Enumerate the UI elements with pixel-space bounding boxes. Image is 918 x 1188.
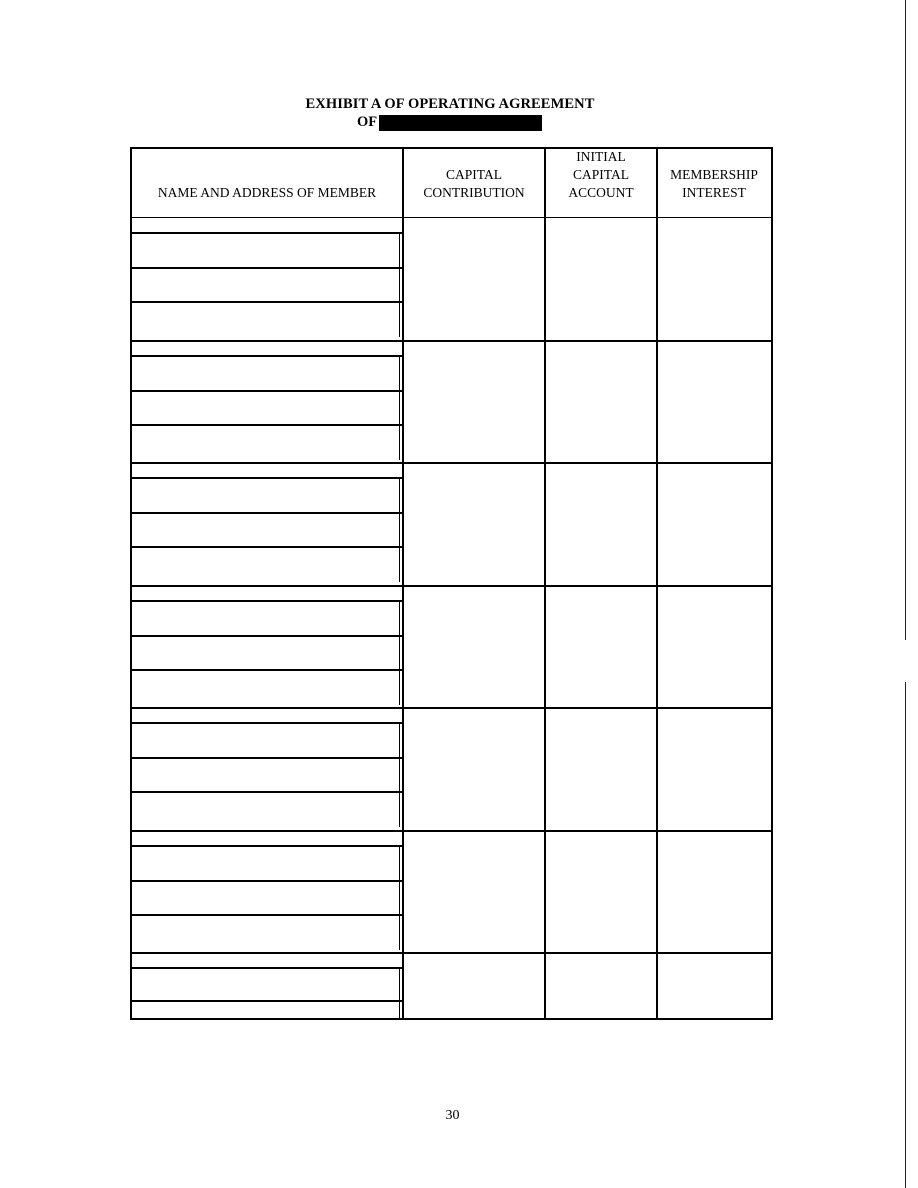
table-rule <box>130 232 404 234</box>
table-rule <box>130 952 772 954</box>
table-rule <box>130 722 404 724</box>
table-rule <box>130 147 772 149</box>
table-rule <box>130 967 404 969</box>
table-rule <box>399 722 400 827</box>
table-rule <box>130 340 772 342</box>
table-rule <box>544 147 546 1020</box>
header-membership-interest: MEMBERSHIP INTEREST <box>670 167 758 200</box>
table-rule <box>130 757 404 759</box>
table-rule <box>130 914 404 916</box>
table-rule <box>130 390 404 392</box>
table-rule <box>130 355 404 357</box>
header-name: NAME AND ADDRESS OF MEMBER <box>157 185 377 200</box>
subtitle-prefix: OF <box>357 114 378 130</box>
table-rule <box>402 147 404 1020</box>
table-rule <box>130 301 404 303</box>
table-rule <box>130 845 404 847</box>
table-rule <box>130 1000 404 1002</box>
table-rule <box>130 1018 772 1020</box>
table-rule <box>130 477 404 479</box>
table-rule <box>130 424 404 426</box>
table-rule <box>130 600 404 602</box>
table-rule <box>130 635 404 637</box>
table-rule <box>399 600 400 705</box>
table-rule <box>130 585 772 587</box>
table-rule <box>130 669 404 671</box>
table-rule <box>771 147 773 1020</box>
page-number: 30 <box>445 1108 460 1123</box>
table-rule <box>399 967 400 1019</box>
table-rule <box>656 147 658 1020</box>
table-rule <box>130 217 772 218</box>
table-rule <box>130 512 404 514</box>
exhibit-title: EXHIBIT A OF OPERATING AGREEMENT <box>305 96 595 112</box>
table-rule <box>130 830 772 832</box>
table-rule <box>130 707 772 709</box>
table-rule <box>130 546 404 548</box>
table-rule <box>399 355 400 460</box>
table-rule <box>130 267 404 269</box>
header-capital-contribution: CAPITAL CONTRIBUTION <box>423 167 525 200</box>
header-initial-capital-account: INITIAL CAPITAL ACCOUNT <box>568 149 634 200</box>
table-rule <box>399 845 400 950</box>
table-rule <box>130 462 772 464</box>
table-rule <box>399 232 400 337</box>
table-rule <box>130 880 404 882</box>
table-rule <box>130 791 404 793</box>
table-rule <box>399 477 400 582</box>
table-rule <box>130 147 132 1020</box>
